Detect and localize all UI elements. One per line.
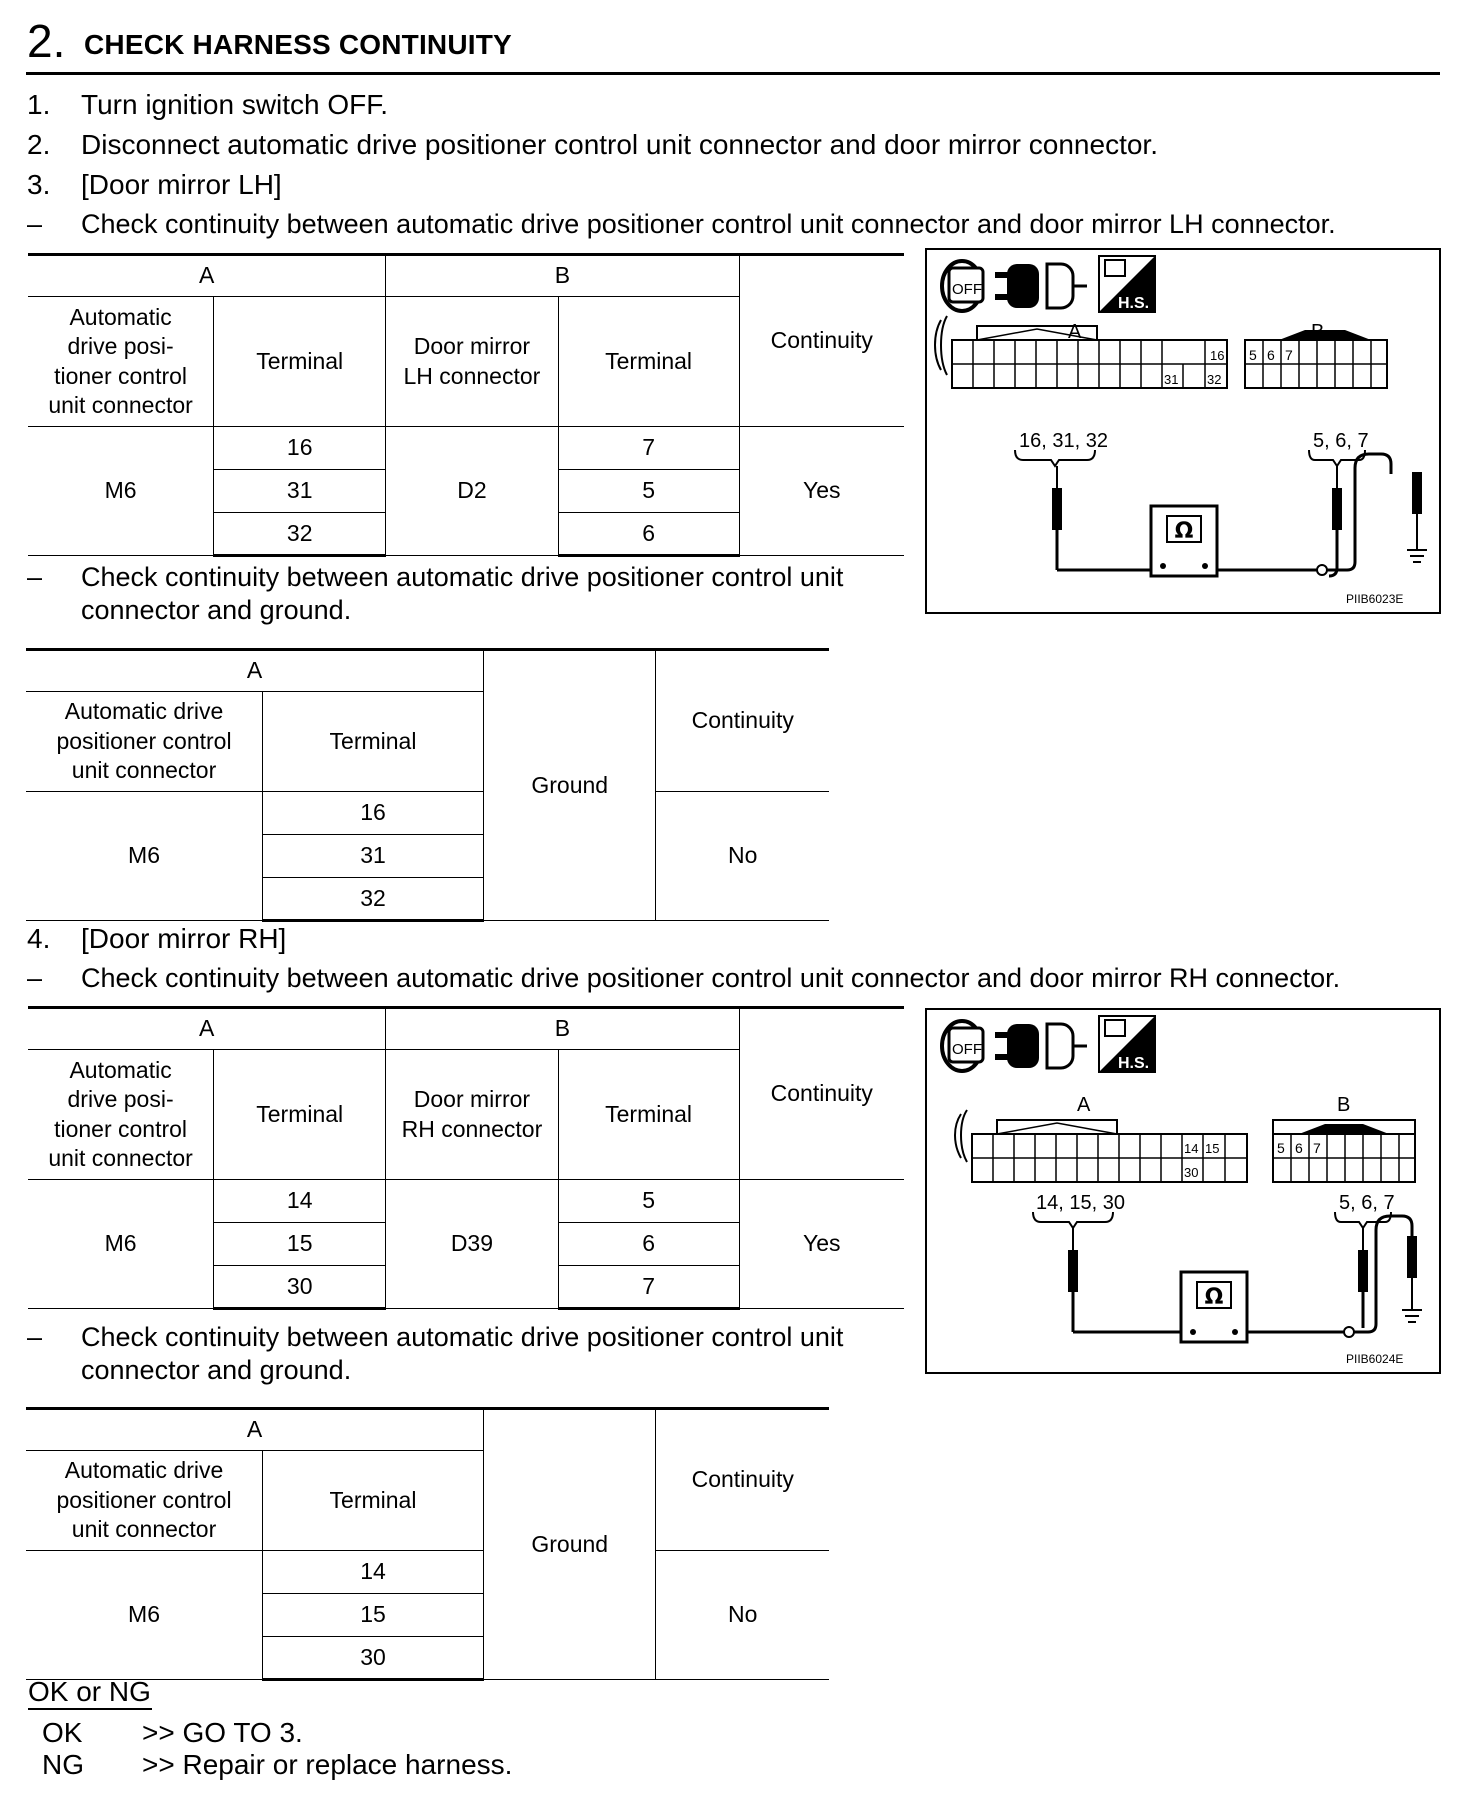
- table1-col-a1-line2: drive posi-: [67, 333, 174, 360]
- table2-col-a1-line1: Automatic drive: [64, 698, 224, 725]
- table1-col-b1-line1: Door mirror: [413, 333, 531, 360]
- ok-label: OK: [42, 1717, 83, 1748]
- table3-header-continuity: Continuity: [739, 1008, 904, 1180]
- table4-col-a1-line3: unit connector: [71, 1516, 217, 1543]
- table4-result: No: [656, 1551, 829, 1680]
- table1-col-b1-line2: LH connector: [403, 362, 541, 389]
- section-number: 2.: [27, 15, 66, 67]
- ignition-off-icon: [942, 1021, 983, 1071]
- diagram1-label-a: A: [1068, 321, 1082, 343]
- svg-text:30: 30: [1184, 1165, 1199, 1180]
- step-3b-dash: –: [27, 562, 43, 592]
- svg-text:6: 6: [1267, 347, 1275, 363]
- table3-col-b-terminal: Terminal: [558, 1050, 739, 1180]
- step-4b-text-line1: Check continuity between automatic drive positioner control unit: [81, 1322, 844, 1352]
- connector-diagram-rh: [925, 1008, 1441, 1374]
- connector-disconnect-icon: [995, 1024, 1087, 1068]
- table3-terminal-b-0: 5: [558, 1180, 739, 1223]
- ng-label: NG: [42, 1749, 84, 1780]
- table2-col-a-terminal: Terminal: [263, 692, 484, 792]
- svg-text:15: 15: [1205, 1141, 1220, 1156]
- table3-col-a-terminal: Terminal: [214, 1050, 386, 1180]
- svg-text:OFF: OFF: [952, 281, 982, 298]
- ng-action: >> Repair or replace harness.: [142, 1749, 513, 1780]
- table4-header-a: A: [26, 1409, 483, 1451]
- table3-col-a1-line3: tioner control: [54, 1115, 188, 1142]
- svg-text:16: 16: [1210, 348, 1225, 363]
- step-3a-text: Check continuity between automatic drive positioner control unit connector and door mirror LH connector.: [81, 209, 1336, 239]
- step-4a-text: Check continuity between automatic drive positioner control unit connector and door mirror RH connector.: [81, 963, 1341, 993]
- table1-col-b-terminal: Terminal: [558, 297, 739, 427]
- table2-result: No: [656, 792, 829, 921]
- step-4-text: [Door mirror RH]: [81, 923, 287, 954]
- table4-header-continuity: Continuity: [656, 1409, 829, 1551]
- continuity-table-lh: [28, 253, 904, 557]
- table3-result: Yes: [739, 1180, 904, 1309]
- table1-terminal-b-0: 7: [558, 427, 739, 470]
- harness-service-icon: [1099, 256, 1155, 312]
- ok-action: >> GO TO 3.: [142, 1717, 303, 1748]
- svg-text:H.S.: H.S.: [1118, 1055, 1150, 1072]
- table2-ground: Ground: [483, 650, 656, 921]
- table4-terminal-a-1: 15: [263, 1594, 484, 1637]
- table2-col-a1-line3: unit connector: [71, 757, 217, 784]
- ohmmeter-icon: [1151, 506, 1217, 576]
- svg-text:6: 6: [1295, 1140, 1303, 1156]
- table2-connector-a: M6: [26, 792, 263, 921]
- table3-terminal-b-2: 7: [558, 1266, 739, 1309]
- table1-terminal-b-2: 6: [558, 513, 739, 556]
- continuity-table-rh: [28, 1006, 904, 1310]
- table4-col-a1-line1: Automatic drive: [64, 1457, 224, 1484]
- table3-col-a1-line4: unit connector: [48, 1144, 193, 1171]
- header-rule: [26, 72, 1440, 75]
- test-leads: [1052, 454, 1427, 576]
- svg-text:7: 7: [1313, 1140, 1321, 1156]
- step-4b-dash: –: [27, 1322, 43, 1352]
- table3-col-b1-line1: Door mirror: [413, 1086, 531, 1113]
- ground-table-lh: [26, 648, 829, 922]
- table3-terminal-a-2: 30: [214, 1266, 386, 1309]
- table1-col-a-connector: [28, 297, 214, 427]
- table2-terminal-a-2: 32: [263, 878, 484, 921]
- table-row: [28, 427, 904, 470]
- step-4-number: 4.: [27, 923, 51, 954]
- table-row: [26, 1551, 829, 1594]
- diagram2-label-b: B: [1337, 1094, 1351, 1116]
- table1-col-a1-line3: tioner control: [54, 362, 188, 389]
- step-4a-dash: –: [27, 963, 43, 993]
- table3-connector-a: M6: [28, 1180, 214, 1309]
- table1-terminal-b-1: 5: [558, 470, 739, 513]
- svg-text:5: 5: [1277, 1140, 1285, 1156]
- connector-b-icon: [1273, 1120, 1415, 1182]
- table1-connector-b: D2: [386, 427, 558, 556]
- table1-col-a-terminal: Terminal: [214, 297, 386, 427]
- table1-result: Yes: [739, 427, 904, 556]
- step-3a-dash: –: [27, 209, 43, 239]
- svg-text:7: 7: [1285, 347, 1293, 363]
- diagram1-label-b: B: [1311, 321, 1325, 343]
- step-2-text: Disconnect automatic drive positioner control unit connector and door mirror connector.: [81, 129, 1158, 160]
- table4-ground: Ground: [483, 1409, 656, 1680]
- step-2-number: 2.: [27, 129, 51, 160]
- table4-terminal-a-2: 30: [263, 1637, 484, 1680]
- table1-terminal-a-2: 32: [214, 513, 386, 556]
- table3-terminal-a-0: 14: [214, 1180, 386, 1223]
- svg-text:Ω: Ω: [1174, 519, 1194, 544]
- step-3-text: [Door mirror LH]: [81, 169, 282, 200]
- table1-terminal-a-1: 31: [214, 470, 386, 513]
- diagram1-pins-a: 16, 31, 32: [1019, 430, 1108, 452]
- svg-text:OFF: OFF: [952, 1041, 982, 1058]
- table3-col-b1-line2: RH connector: [401, 1115, 543, 1142]
- table3-terminal-a-1: 15: [214, 1223, 386, 1266]
- step-4b-text-line2: connector and ground.: [81, 1355, 352, 1385]
- table2-header-a: A: [26, 650, 483, 692]
- connector-diagram-lh: [925, 248, 1441, 614]
- table1-col-a1-line4: unit connector: [48, 391, 193, 418]
- step-3b-text-line2: connector and ground.: [81, 595, 352, 625]
- table1-col-b-connector: [386, 297, 558, 427]
- table1-header-continuity: Continuity: [739, 255, 904, 427]
- table1-terminal-a-0: 16: [214, 427, 386, 470]
- table3-header-a: A: [28, 1008, 386, 1050]
- table3-col-a1-line1: Automatic: [69, 1056, 172, 1083]
- table-row: [28, 1180, 904, 1223]
- svg-text:H.S.: H.S.: [1118, 295, 1150, 312]
- connector-a-icon: [955, 1110, 1247, 1182]
- ok-ng-title: OK or NG: [28, 1676, 151, 1707]
- ohmmeter-icon: [1181, 1272, 1247, 1342]
- ignition-off-icon: [942, 261, 983, 311]
- table1-col-a1-line1: Automatic: [69, 303, 172, 330]
- table4-col-a-connector: [26, 1451, 263, 1551]
- table2-col-a1-line2: positioner control: [56, 727, 232, 754]
- table2-terminal-a-0: 16: [263, 792, 484, 835]
- diagram2-pins-b: 5, 6, 7: [1339, 1192, 1395, 1214]
- diagram2-code: PIIB6024E: [1346, 1352, 1404, 1366]
- diagram2-pins-a: 14, 15, 30: [1036, 1192, 1125, 1214]
- step-3b-text-line1: Check continuity between automatic drive positioner control unit: [81, 562, 844, 592]
- diagram1-pins-b: 5, 6, 7: [1313, 430, 1369, 452]
- step-1-number: 1.: [27, 89, 51, 120]
- diagram2-drawing: [927, 1010, 1439, 1372]
- table2-header-continuity: Continuity: [656, 650, 829, 792]
- diagram2-label-a: A: [1077, 1094, 1091, 1116]
- svg-text:14: 14: [1184, 1141, 1199, 1156]
- table3-col-a-connector: [28, 1050, 214, 1180]
- diagram1-code: PIIB6023E: [1346, 592, 1404, 606]
- step-1-text: Turn ignition switch OFF.: [81, 89, 389, 120]
- table2-terminal-a-1: 31: [263, 835, 484, 878]
- svg-text:Ω: Ω: [1204, 1285, 1224, 1310]
- table4-col-a-terminal: Terminal: [263, 1451, 484, 1551]
- ground-table-rh: [26, 1407, 829, 1681]
- step-3-number: 3.: [27, 169, 51, 200]
- table3-col-a1-line2: drive posi-: [67, 1086, 174, 1113]
- svg-text:5: 5: [1249, 347, 1257, 363]
- svg-text:31: 31: [1164, 372, 1179, 387]
- connector-disconnect-icon: [995, 264, 1087, 308]
- harness-service-icon: [1099, 1016, 1155, 1072]
- table1-header-a: A: [28, 255, 386, 297]
- table2-col-a-connector: [26, 692, 263, 792]
- table1-header-b: B: [386, 255, 739, 297]
- table3-connector-b: D39: [386, 1180, 558, 1309]
- ok-ng-underline: [28, 1708, 152, 1710]
- table3-header-b: B: [386, 1008, 739, 1050]
- table3-terminal-b-1: 6: [558, 1223, 739, 1266]
- table4-col-a1-line2: positioner control: [56, 1486, 232, 1513]
- table4-connector-a: M6: [26, 1551, 263, 1680]
- svg-text:32: 32: [1207, 372, 1222, 387]
- section-title: CHECK HARNESS CONTINUITY: [84, 29, 512, 60]
- table-row: [26, 792, 829, 835]
- table4-terminal-a-0: 14: [263, 1551, 484, 1594]
- table1-connector-a: M6: [28, 427, 214, 556]
- table3-col-b-connector: [386, 1050, 558, 1180]
